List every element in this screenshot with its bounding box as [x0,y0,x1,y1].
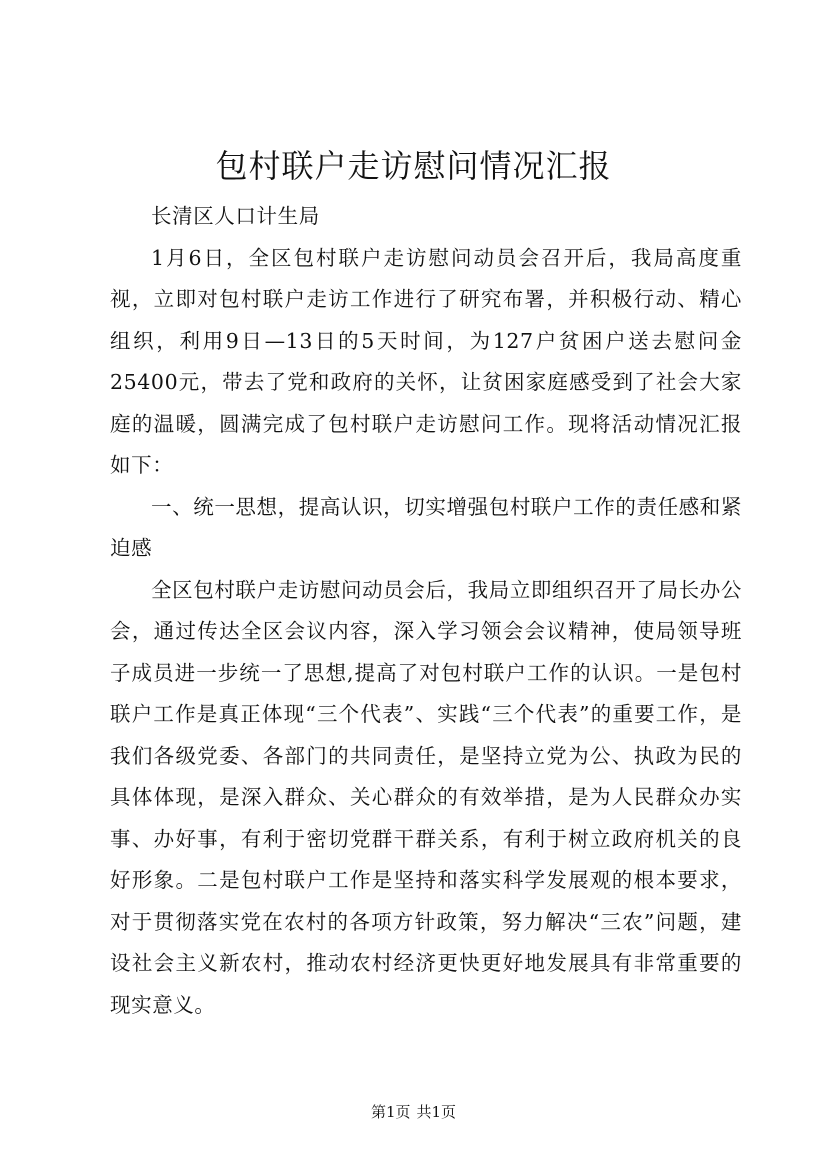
section-heading-1: 一、统一思想，提高认识，切实增强包村联户工作的责任感和紧迫感 [110,494,742,560]
page-number: 第1页 [370,1103,411,1121]
page-total: 共1页 [416,1103,457,1121]
paragraph-section-1: 全区包村联户走访慰问动员会后，我局立即组织召开了局长办公会，通过传达全区会议内容，深入学习领会会议精神，使局领导班子成员进一步统一了思想,提高了对包村联户工作的认识。一是包村联户工作是真正体现“三个代表”、实践“三个代表”的重要工作，是我们各级党委、各部门的共同责任，是坚持立党为公、执政为民的具体体现，是深入群众、关心群众的有效举措，是为人民群众办实事、办好事，有利于密切党群干群关系，有利于树立政府机关的良好形象。二是包村联户工作是坚持和落实科学发展观的根本要求，对于贯彻落实党在农村的各项方针政策，努力解决“三农”问题，建设社会主义新农村，推动农村经济更快更好地发展具有非常重要的现实意义。 [110,577,742,1017]
document-title: 包村联户走访慰问情况汇报 [215,147,612,185]
author-line: 长清区人口计生局 [151,204,320,228]
page-footer [0,1102,827,1122]
paragraph-intro: 1月6日，全区包村联户走访慰问动员会召开后，我局高度重视，立即对包村联户走访工作进行了研究布署，并积极行动、精心组织，利用9日—13日的5天时间，为127户贫困户送去慰问金25400元，带去了党和政府的关怀，让贫困家庭感受到了社会大家庭的温暖，圆满完成了包村联户走访慰问工作。现将活动情况汇报如下： [110,245,742,477]
document-body [110,196,742,1026]
